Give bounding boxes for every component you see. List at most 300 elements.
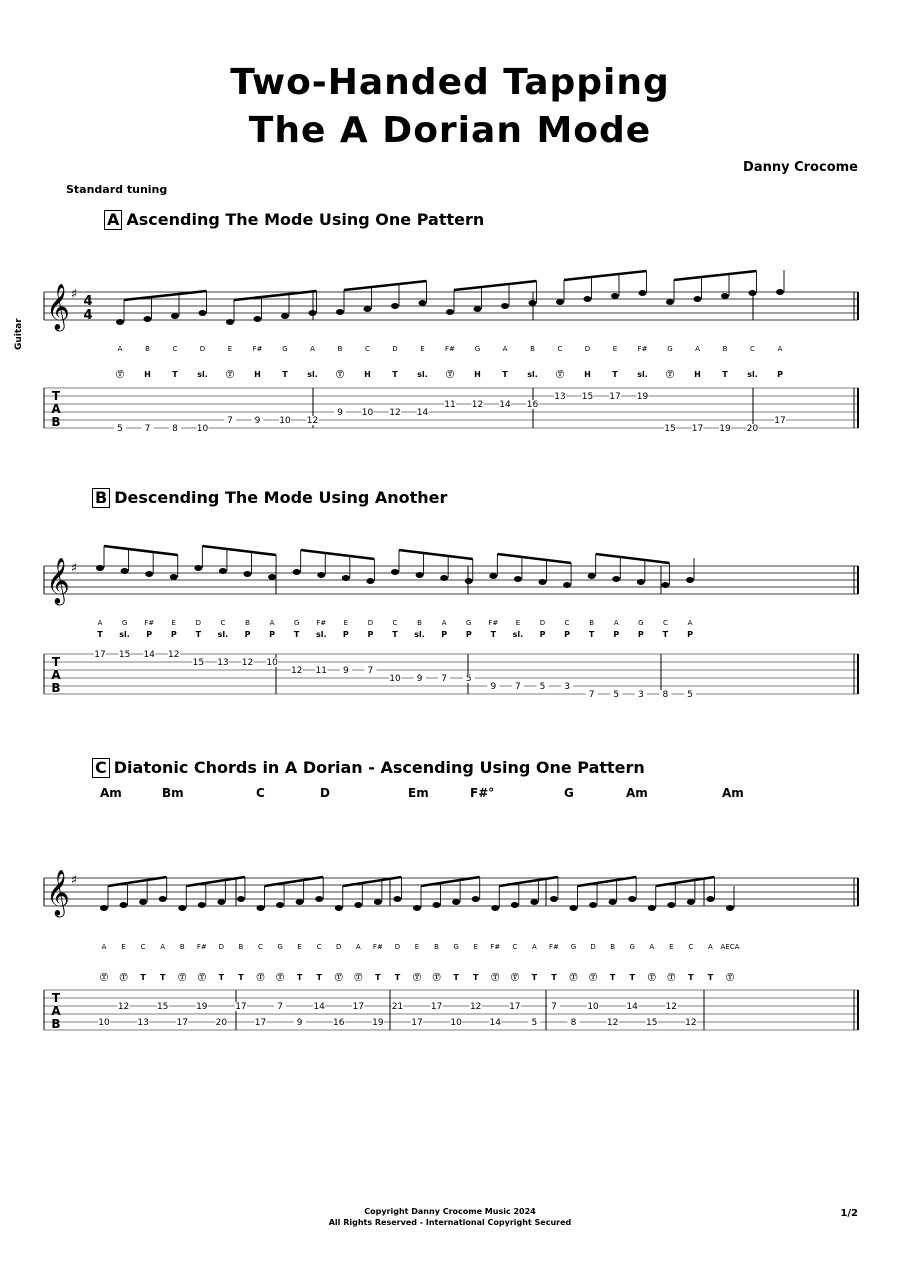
note-name: C — [140, 943, 146, 951]
note-name: E — [343, 619, 349, 627]
notehead — [776, 289, 784, 295]
technique-mark: Ⓣ — [336, 370, 344, 379]
tab-number: 3 — [564, 682, 570, 692]
section-c-letter: C — [92, 758, 110, 778]
notehead — [315, 896, 323, 902]
technique-mark: sl. — [315, 630, 327, 639]
tab-number: 15 — [192, 658, 205, 668]
tab-number: 8 — [570, 1018, 577, 1028]
tab-clef-t: T — [51, 991, 61, 1005]
treble-clef: 𝄞 — [46, 284, 70, 330]
note-name: D — [199, 345, 206, 353]
tab-number: 14 — [626, 1002, 638, 1012]
technique-mark: P — [367, 630, 374, 639]
tab-clef-b: B — [51, 1017, 61, 1031]
notehead — [416, 572, 424, 578]
tab-number: 9 — [254, 416, 261, 426]
beam — [104, 546, 178, 555]
tab-number: 11 — [444, 400, 456, 410]
technique-mark: Ⓣ — [666, 370, 674, 379]
tab-number: 19 — [636, 392, 649, 402]
tab-number: 13 — [137, 1018, 149, 1028]
technique-mark: H — [254, 370, 261, 379]
tab-number: 10 — [279, 416, 291, 426]
notehead — [100, 905, 108, 911]
note-name: A — [613, 619, 619, 627]
notehead — [550, 896, 558, 902]
notehead — [611, 293, 619, 299]
notehead — [413, 905, 421, 911]
chord-name: Bm — [162, 786, 184, 800]
notehead — [648, 905, 656, 911]
tab-number: 15 — [646, 1018, 658, 1028]
technique-mark: H — [474, 370, 481, 379]
tab-number: 7 — [515, 682, 521, 692]
key-signature-sharp: ♯ — [70, 873, 78, 888]
notehead — [293, 569, 301, 575]
technique-mark: T — [662, 630, 669, 639]
notehead — [609, 899, 617, 905]
tab-number: 12 — [469, 1002, 482, 1012]
technique-mark: P — [146, 630, 153, 639]
notehead — [584, 296, 592, 302]
notehead — [628, 896, 636, 902]
note-name: C — [316, 943, 322, 951]
notehead — [589, 902, 597, 908]
note-name: E — [612, 345, 618, 353]
tab-number: 17 — [254, 1018, 267, 1028]
beam — [454, 281, 537, 290]
title-line-1: Two-Handed Tapping — [230, 62, 670, 103]
note-name: G — [638, 619, 644, 627]
notehead — [254, 316, 262, 322]
tab-number: 17 — [430, 1002, 443, 1012]
technique-mark: H — [584, 370, 591, 379]
note-name: F# — [488, 619, 499, 627]
chord-name: G — [564, 786, 574, 800]
note-name: E — [297, 943, 302, 951]
notehead — [514, 576, 522, 582]
technique-mark: T — [159, 973, 166, 982]
beam — [301, 550, 375, 559]
notehead — [374, 899, 382, 905]
note-name: E — [121, 943, 126, 951]
note-name: A — [441, 619, 447, 627]
technique-mark: P — [441, 630, 448, 639]
notehead — [721, 293, 729, 299]
notehead — [335, 905, 343, 911]
note-name: G — [282, 345, 288, 353]
tab-number: 5 — [531, 1018, 538, 1028]
technique-mark: sl. — [217, 630, 229, 639]
tab-number: 14 — [143, 650, 155, 660]
tab-number: 12 — [665, 1002, 678, 1012]
note-name: D — [195, 619, 202, 627]
technique-mark: T — [612, 370, 618, 379]
note-name: A — [687, 619, 693, 627]
note-name: G — [474, 345, 481, 353]
note-name: A — [117, 345, 123, 353]
technique-mark: sl. — [197, 370, 208, 379]
note-name: A — [531, 943, 537, 951]
note-name: B — [179, 943, 185, 951]
notehead — [159, 896, 167, 902]
technique-mark: Ⓣ — [226, 370, 234, 379]
tab-number: 12 — [241, 658, 254, 668]
technique-mark: T — [551, 973, 557, 982]
chord-name: Am — [100, 786, 122, 800]
notehead — [686, 577, 694, 583]
chord-name: Am — [626, 786, 648, 800]
section-c-title: Diatonic Chords in A Dorian - Ascending Using One Pattern — [113, 758, 645, 777]
technique-mark: P — [637, 630, 644, 639]
key-signature-sharp: ♯ — [70, 561, 78, 576]
notehead — [491, 905, 499, 911]
note-name: B — [610, 943, 616, 951]
notehead — [276, 902, 284, 908]
tab-number: 12 — [168, 650, 180, 660]
notehead — [257, 905, 265, 911]
technique-mark: sl. — [747, 370, 758, 379]
tab-number: 11 — [315, 666, 327, 676]
notehead — [391, 303, 399, 309]
notehead — [530, 899, 538, 905]
notehead — [139, 899, 147, 905]
technique-mark: Ⓣ — [116, 370, 124, 379]
technique-mark: P — [269, 630, 276, 639]
notehead — [706, 896, 714, 902]
notehead — [364, 306, 372, 312]
note-name: B — [530, 345, 535, 353]
section-a-letter: A — [104, 210, 122, 230]
technique-mark: T — [531, 973, 538, 982]
technique-mark: T — [316, 973, 322, 982]
note-name: F# — [490, 943, 501, 951]
note-name: F# — [445, 345, 455, 353]
tab-number: 15 — [664, 424, 676, 434]
note-name: D — [584, 345, 591, 353]
tab-number: 7 — [227, 416, 233, 426]
technique-mark: T — [293, 630, 300, 639]
note-name: D — [336, 943, 342, 951]
note-name: F# — [196, 943, 207, 951]
notehead — [144, 316, 152, 322]
time-signature-bottom: 4 — [83, 308, 93, 323]
note-name: F# — [316, 619, 327, 627]
tab-number: 7 — [551, 1002, 557, 1012]
notehead — [317, 572, 325, 578]
note-name: E — [515, 619, 521, 627]
technique-mark: Ⓣ — [354, 973, 363, 982]
technique-mark: sl. — [307, 370, 318, 379]
beam — [399, 550, 473, 559]
note-name: E — [227, 345, 233, 353]
tab-number: 17 — [774, 416, 786, 426]
section-b-title: Descending The Mode Using Another — [114, 488, 448, 507]
technique-mark: sl. — [527, 370, 538, 379]
note-name: C — [172, 345, 178, 353]
composer: Danny Crocome — [743, 160, 858, 175]
notehead — [726, 905, 734, 911]
tab-number: 13 — [554, 392, 566, 402]
technique-mark: Ⓣ — [119, 973, 128, 982]
technique-mark: T — [375, 973, 381, 982]
tab-number: 8 — [662, 690, 669, 700]
note-name: A — [695, 345, 700, 353]
note-name: B — [417, 619, 422, 627]
notehead — [588, 573, 596, 579]
notehead — [237, 896, 245, 902]
note-name: G — [667, 345, 673, 353]
technique-mark: sl. — [414, 630, 425, 639]
notehead — [354, 902, 362, 908]
tab-number: 15 — [581, 392, 594, 402]
note-name: D — [394, 943, 401, 951]
note-name: A — [355, 943, 361, 951]
notehead — [694, 296, 702, 302]
notehead — [194, 565, 202, 571]
technique-mark: sl. — [512, 630, 524, 639]
note-name: C — [512, 943, 518, 951]
tab-number: 5 — [687, 690, 693, 700]
technique-mark: T — [296, 973, 303, 982]
note-name: F# — [372, 943, 383, 951]
tab-number: 12 — [389, 408, 401, 418]
note-name: G — [466, 619, 472, 627]
notehead — [563, 582, 571, 588]
technique-mark: Ⓣ — [589, 973, 598, 982]
note-name: B — [245, 619, 250, 627]
notehead — [511, 902, 519, 908]
tab-number: 12 — [685, 1018, 697, 1028]
tab-number: 9 — [337, 408, 343, 418]
tab-number: 5 — [117, 424, 123, 434]
note-name: G — [453, 943, 459, 951]
technique-mark: Ⓣ — [334, 973, 343, 982]
tab-number: 17 — [94, 650, 106, 660]
notehead — [472, 896, 480, 902]
tab-number: 17 — [352, 1002, 365, 1012]
technique-mark: P — [465, 630, 472, 639]
tab-number: 19 — [196, 1002, 208, 1012]
beam — [497, 554, 571, 563]
beam — [344, 281, 427, 290]
notehead — [170, 574, 178, 580]
notehead — [489, 573, 497, 579]
note-name: E — [473, 943, 478, 951]
note-name: C — [365, 345, 370, 353]
note-name: F# — [548, 943, 559, 951]
notehead — [336, 309, 344, 315]
notehead — [219, 568, 227, 574]
notehead — [419, 300, 427, 306]
technique-mark: T — [490, 630, 497, 639]
tab-number: 7 — [277, 1002, 283, 1012]
tab-number: 20 — [746, 424, 759, 434]
tab-clef-a: A — [51, 402, 61, 416]
note-name: G — [293, 619, 300, 627]
technique-mark: Ⓣ — [491, 973, 500, 982]
notehead — [393, 896, 401, 902]
tab-number: 10 — [450, 1018, 462, 1028]
tab-number: 7 — [367, 666, 374, 676]
chord-name: Am — [722, 786, 744, 800]
technique-mark: T — [195, 630, 202, 639]
notehead — [687, 899, 695, 905]
technique-mark: P — [687, 630, 693, 639]
tab-number: 9 — [342, 666, 349, 676]
tab-number: 12 — [290, 666, 303, 676]
note-name: C — [564, 619, 570, 627]
tab-number: 7 — [144, 424, 151, 434]
beam — [202, 546, 276, 555]
technique-mark: Ⓣ — [647, 973, 656, 982]
tab-number: 10 — [361, 408, 374, 418]
note-name: E — [669, 943, 674, 951]
technique-mark: T — [140, 973, 146, 982]
note-name: A — [101, 943, 107, 951]
tab-number: 12 — [606, 1018, 619, 1028]
technique-mark: T — [502, 370, 508, 379]
notehead — [529, 300, 537, 306]
technique-mark: P — [170, 630, 177, 639]
note-name: C — [750, 345, 755, 353]
tab-number: 10 — [266, 658, 278, 668]
beam — [674, 271, 757, 280]
technique-mark: T — [172, 370, 178, 379]
notehead — [296, 899, 304, 905]
notehead — [171, 313, 179, 319]
note-name: C — [688, 943, 694, 951]
notehead — [639, 290, 647, 296]
chord-name: C — [256, 786, 265, 800]
note-name: A — [708, 943, 713, 951]
note-name: A — [649, 943, 655, 951]
tab-number: 12 — [117, 1002, 130, 1012]
tab-number: 10 — [196, 424, 209, 434]
technique-mark: H — [144, 370, 151, 379]
technique-mark: T — [688, 973, 694, 982]
technique-mark: Ⓣ — [197, 973, 206, 982]
tab-clef-t: T — [51, 389, 61, 403]
note-name: A — [777, 345, 783, 353]
technique-mark: T — [453, 973, 459, 982]
tab-number: 7 — [588, 690, 595, 700]
note-name: D — [539, 619, 546, 627]
notehead — [539, 579, 547, 585]
tab-clef-b: B — [51, 415, 61, 429]
technique-mark: T — [472, 973, 479, 982]
notehead — [96, 565, 104, 571]
notehead — [612, 576, 620, 582]
technique-mark: T — [609, 973, 616, 982]
tab-number: 19 — [372, 1018, 384, 1028]
notehead — [244, 571, 252, 577]
technique-mark: sl. — [417, 370, 428, 379]
note-name: E — [414, 943, 420, 951]
note-name: A — [269, 619, 275, 627]
technique-mark: H — [364, 370, 371, 379]
treble-clef: 𝄞 — [46, 558, 70, 604]
time-signature-top: 4 — [83, 294, 93, 309]
tab-number: 5 — [613, 690, 620, 700]
technique-mark: Ⓣ — [556, 370, 564, 379]
notehead — [121, 568, 129, 574]
technique-mark: T — [392, 630, 398, 639]
technique-mark: P — [539, 630, 546, 639]
note-name: E — [171, 619, 176, 627]
title-line-2: The A Dorian Mode — [248, 110, 652, 151]
tab-number: 17 — [691, 424, 704, 434]
technique-mark: Ⓣ — [276, 973, 285, 982]
chord-name: Em — [408, 786, 429, 800]
tab-number: 19 — [719, 424, 731, 434]
tab-number: 3 — [637, 690, 644, 700]
technique-mark: P — [244, 630, 251, 639]
notehead — [342, 575, 350, 581]
tab-clef-a: A — [51, 1004, 61, 1018]
note-name: E — [420, 345, 425, 353]
note-name: G — [277, 943, 283, 951]
technique-mark: P — [613, 630, 620, 639]
section-b-letter: B — [92, 488, 110, 508]
tab-number: 12 — [471, 400, 484, 410]
notehead — [217, 899, 225, 905]
copyright-line-2: All Rights Reserved - International Copyright Secured — [328, 1218, 572, 1227]
note-name: A — [502, 345, 508, 353]
note-name: C — [557, 345, 563, 353]
notehead — [281, 313, 289, 319]
tab-number: 12 — [306, 416, 319, 426]
note-name: B — [434, 943, 439, 951]
tab-number: 10 — [587, 1002, 599, 1012]
chord-name: D — [320, 786, 330, 800]
technique-mark: Ⓣ — [510, 973, 519, 982]
notehead — [391, 569, 399, 575]
technique-mark: Ⓣ — [178, 973, 187, 982]
notehead — [268, 574, 276, 580]
notehead — [637, 579, 645, 585]
notehead — [556, 299, 564, 305]
notehead — [667, 902, 675, 908]
note-name: D — [590, 943, 596, 951]
technique-mark: H — [694, 370, 701, 379]
note-name: D — [367, 619, 374, 627]
tab-number: 16 — [333, 1018, 345, 1028]
notehead — [465, 578, 473, 584]
tab-number: 14 — [489, 1018, 501, 1028]
technique-mark: Ⓣ — [446, 370, 454, 379]
notehead — [116, 319, 124, 325]
tab-number: 9 — [296, 1018, 303, 1028]
note-name: G — [570, 943, 577, 951]
copyright-line-1: Copyright Danny Crocome Music 2024 — [364, 1207, 536, 1216]
tab-number: 14 — [416, 408, 429, 418]
instrument-label: Guitar — [14, 318, 24, 350]
notehead — [452, 899, 460, 905]
technique-mark: T — [218, 973, 225, 982]
section-a-title: Ascending The Mode Using One Pattern — [126, 210, 485, 229]
notehead — [661, 582, 669, 588]
tab-number: 5 — [539, 682, 546, 692]
technique-mark: T — [394, 973, 401, 982]
technique-mark: T — [722, 370, 728, 379]
note-name: C — [220, 619, 226, 627]
note-name: B — [337, 345, 343, 353]
note-name: F# — [144, 619, 155, 627]
note-name: AECA — [720, 943, 740, 951]
note-name: A — [97, 619, 103, 627]
